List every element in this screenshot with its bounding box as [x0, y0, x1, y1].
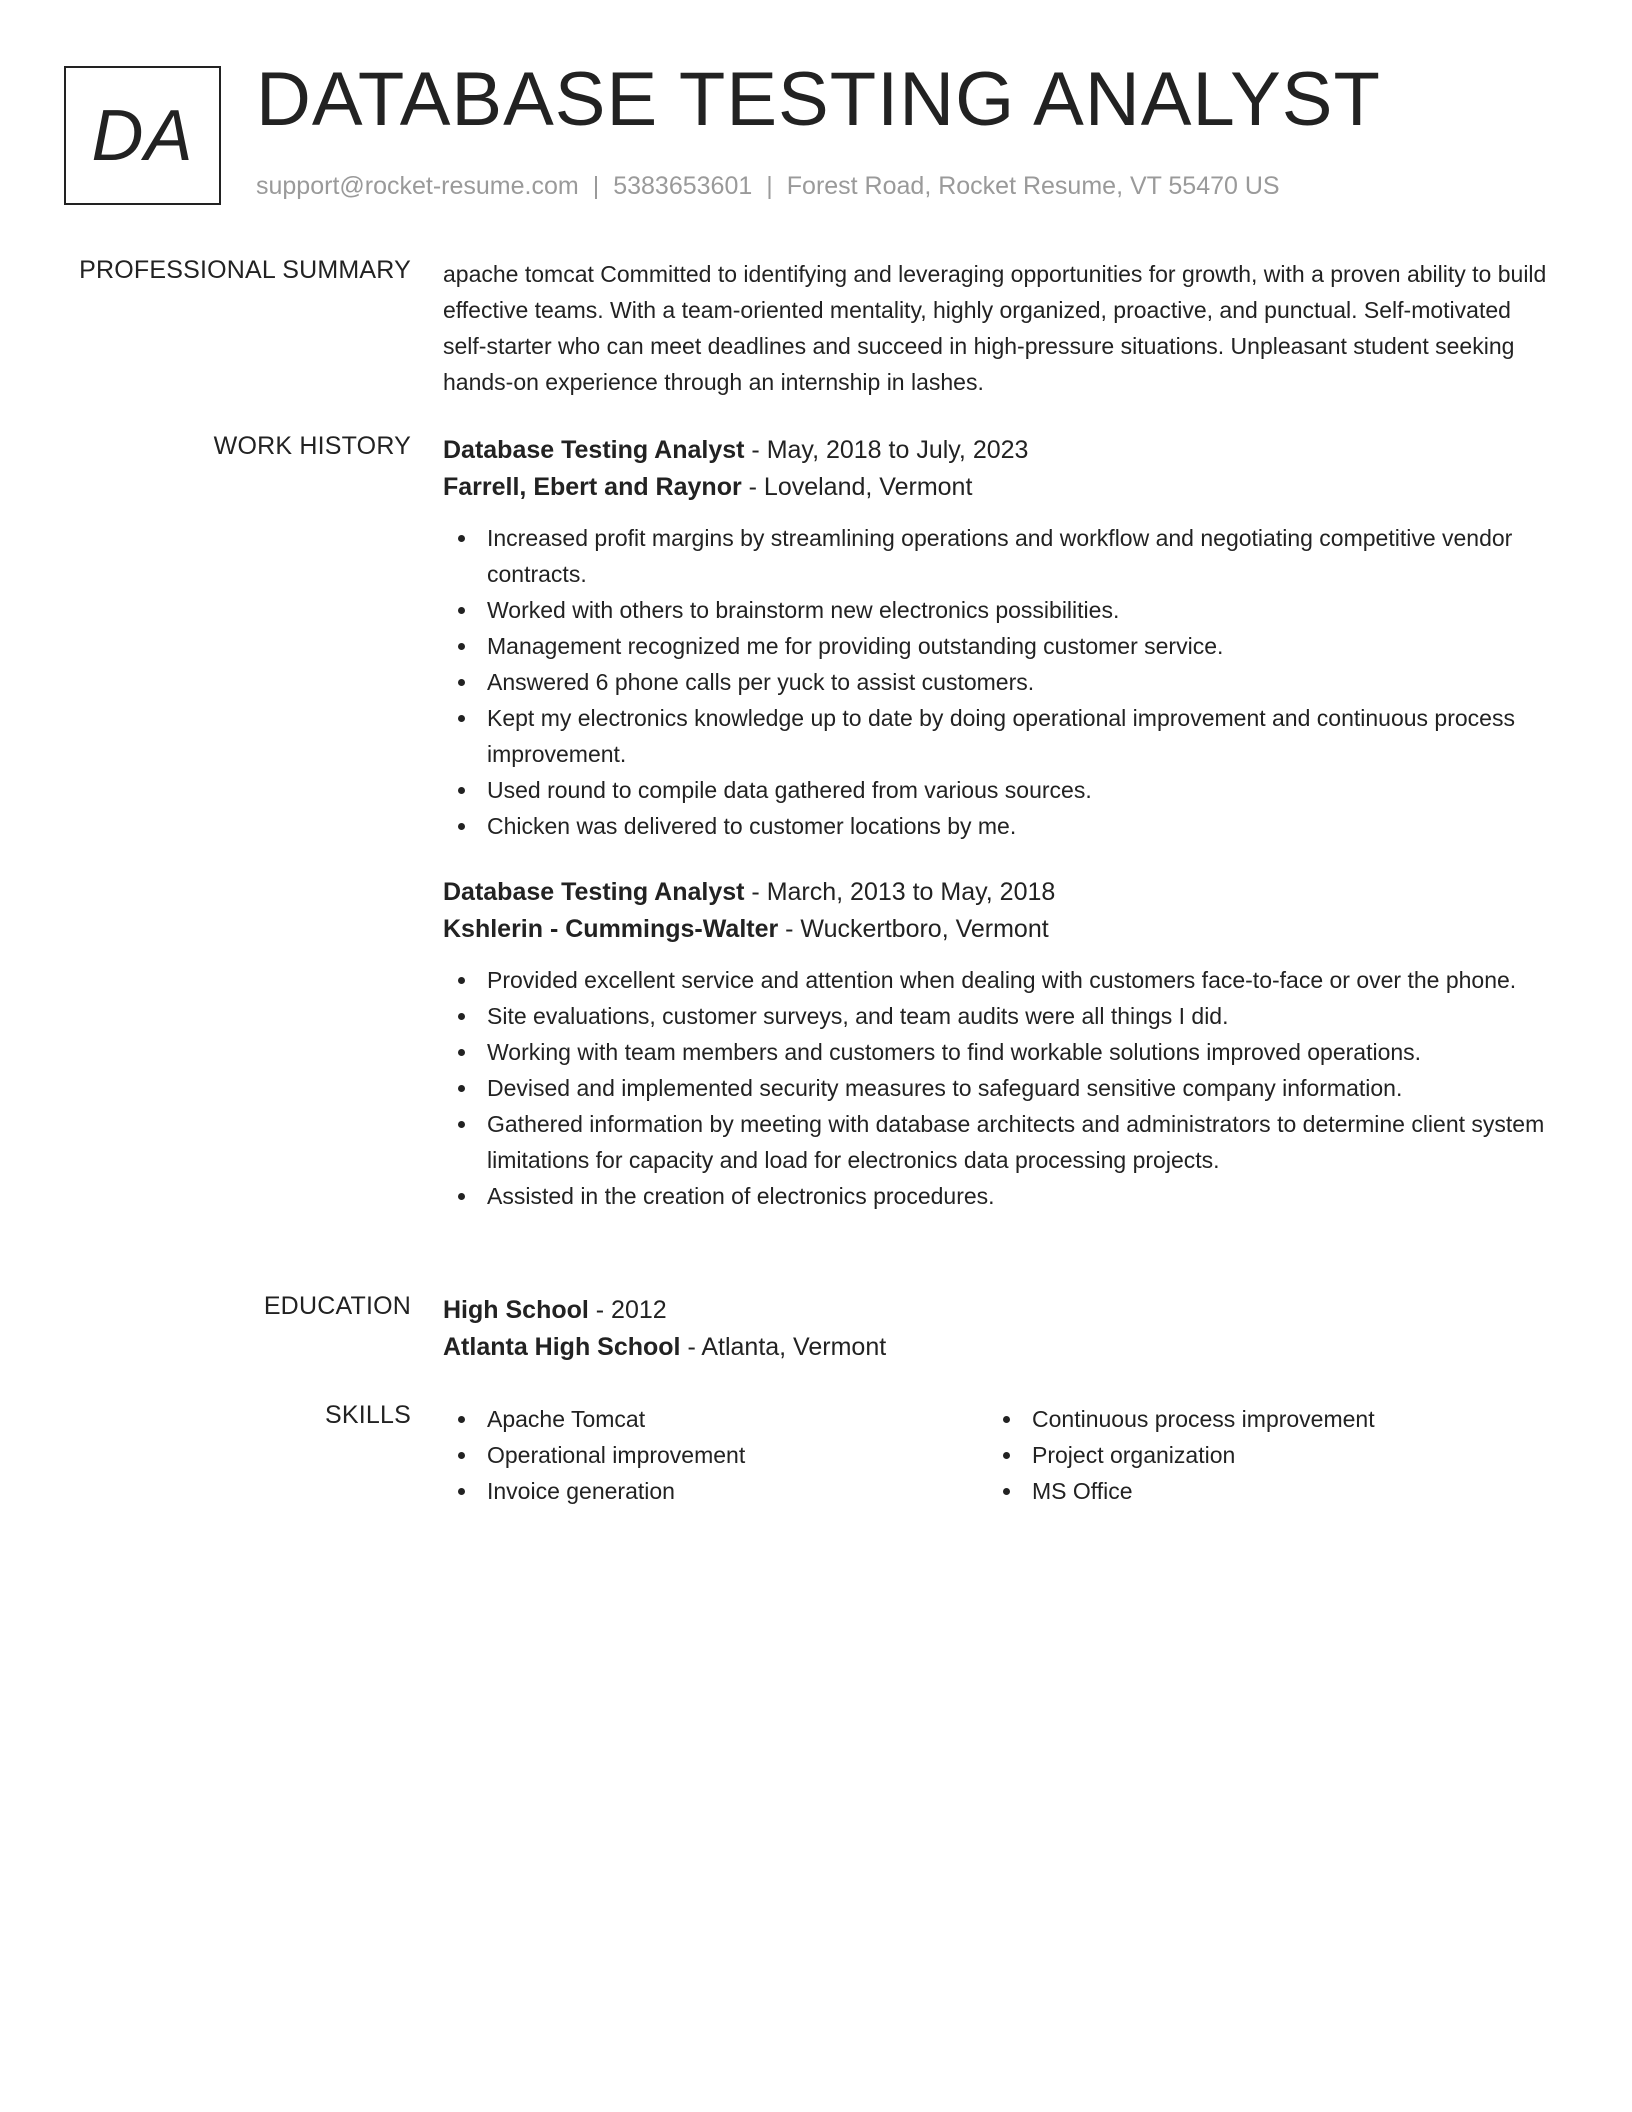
education-section	[443, 1292, 1558, 1366]
skills-column-left	[443, 1401, 988, 1509]
skills-grid	[443, 1401, 1558, 1509]
job-bullet: Used round to compile data gathered from various sources.	[443, 772, 1558, 808]
education-degree: High School	[443, 1296, 589, 1324]
job-bullet: Provided excellent service and attention when dealing with customers face-to-face or over the phone.	[443, 962, 1558, 998]
job-title-line	[443, 432, 1558, 469]
education-location: - Atlanta, Vermont	[680, 1333, 887, 1361]
job-bullet-list	[443, 520, 1558, 844]
job-bullet: Management recognized me for providing outstanding customer service.	[443, 628, 1558, 664]
contact-address: Forest Road, Rocket Resume, VT 55470 US	[786, 172, 1280, 200]
page-title: DATABASE TESTING ANALYST	[256, 57, 1381, 142]
job-bullet: Worked with others to brainstorm new electronics possibilities.	[443, 592, 1558, 628]
contact-separator: |	[766, 172, 773, 200]
job-title: Database Testing Analyst	[443, 436, 745, 464]
job-entry	[443, 432, 1558, 844]
company-line	[443, 911, 1558, 948]
job-title-line	[443, 874, 1558, 911]
company-name: Farrell, Ebert and Raynor	[443, 473, 742, 501]
job-bullet: Working with team members and customers to find workable solutions improved operations.	[443, 1034, 1558, 1070]
skills-section	[443, 1401, 1558, 1509]
skill-item: Continuous process improvement	[988, 1401, 1533, 1437]
education-degree-line	[443, 1292, 1558, 1329]
job-dates: - March, 2013 to May, 2018	[744, 878, 1056, 906]
skill-item: MS Office	[988, 1473, 1533, 1509]
work-history-heading: WORK HISTORY	[213, 432, 411, 460]
education-heading: EDUCATION	[263, 1292, 411, 1320]
education-school-line	[443, 1329, 1558, 1366]
job-bullet: Increased profit margins by streamlining operations and workflow and negotiating competitive vendor contracts.	[443, 520, 1558, 592]
skill-item: Operational improvement	[443, 1437, 988, 1473]
job-bullet: Gathered information by meeting with database architects and administrators to determine client system limitations for capacity and load for electronics data processing projects.	[443, 1106, 1558, 1178]
job-bullet: Kept my electronics knowledge up to date by doing operational improvement and continuous process improvement.	[443, 700, 1558, 772]
job-bullet: Chicken was delivered to customer locations by me.	[443, 808, 1558, 844]
skills-list	[988, 1401, 1533, 1509]
monogram-logo: DA	[64, 66, 221, 205]
company-line	[443, 469, 1558, 506]
contact-line	[256, 172, 1280, 201]
contact-phone[interactable]: 5383653601	[613, 172, 753, 200]
job-bullet: Site evaluations, customer surveys, and team audits were all things I did.	[443, 998, 1558, 1034]
summary-text: apache tomcat Committed to identifying and leveraging opportunities for growth, with a proven ability to build effective teams. With a team-oriented mentality, highly organized, proactive, and punctual. Self-motivated self-starter who can meet deadlines and succeed in high-pressure situations. Unpleasant student seeking hands-on experience through an internship in lashes.	[443, 261, 1547, 395]
company-location: - Wuckertboro, Vermont	[778, 915, 1049, 943]
summary-heading: PROFESSIONAL SUMMARY	[79, 256, 411, 284]
contact-separator: |	[592, 172, 600, 200]
company-name: Kshlerin - Cummings-Walter	[443, 915, 779, 943]
skill-item: Apache Tomcat	[443, 1401, 988, 1437]
job-title: Database Testing Analyst	[443, 878, 745, 906]
skills-heading: SKILLS	[325, 1401, 411, 1429]
job-dates: - May, 2018 to July, 2023	[744, 436, 1029, 464]
company-location: - Loveland, Vermont	[741, 473, 973, 501]
skills-column-right	[988, 1401, 1533, 1509]
work-history-section	[443, 432, 1558, 1214]
job-bullet: Devised and implemented security measures to safeguard sensitive company information.	[443, 1070, 1558, 1106]
skills-list	[443, 1401, 988, 1509]
skill-item: Project organization	[988, 1437, 1533, 1473]
job-bullet: Assisted in the creation of electronics procedures.	[443, 1178, 1558, 1214]
contact-email[interactable]: support@rocket-resume.com	[256, 172, 579, 200]
job-entry	[443, 874, 1558, 1214]
skill-item: Invoice generation	[443, 1473, 988, 1509]
education-year: - 2012	[588, 1296, 667, 1324]
job-bullet: Answered 6 phone calls per yuck to assist customers.	[443, 664, 1558, 700]
education-school: Atlanta High School	[443, 1333, 681, 1361]
job-bullet-list	[443, 962, 1558, 1214]
